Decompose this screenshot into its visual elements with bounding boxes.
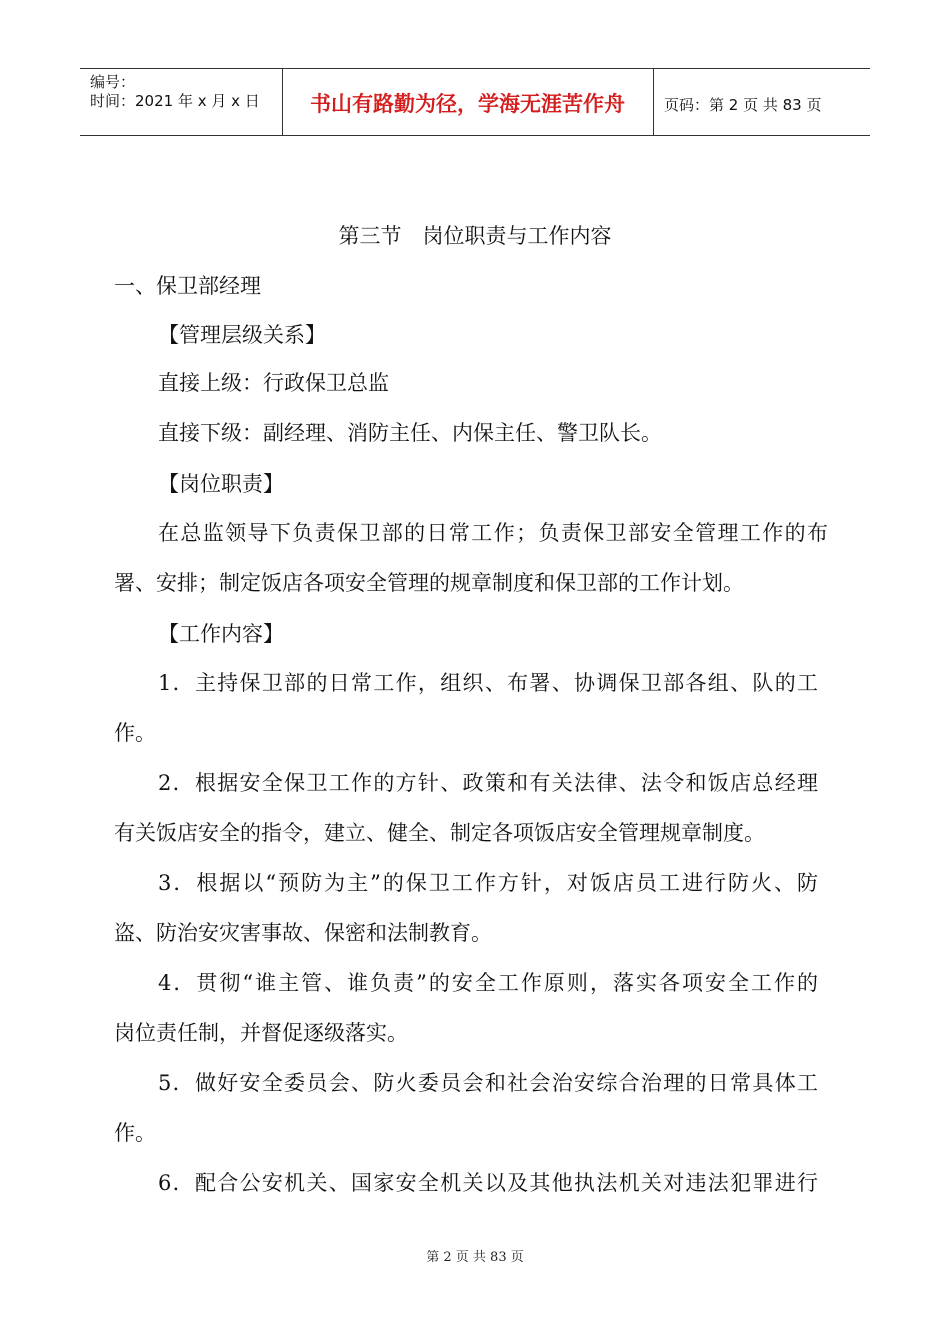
work-item-6: 6．配合公安机关、国家安全机关以及其他执法机关对违法犯罪进行: [158, 1171, 818, 1195]
header-motto: 书山有路勤为径，学海无涯苦作舟: [310, 92, 625, 116]
header-page-info: 页码：第 2 页 共 83 页: [664, 96, 822, 114]
document-number-label: 编号：: [90, 73, 136, 91]
work-item-4: 4．贯彻“谁主管、谁负责”的安全工作原则，落实各项安全工作的: [158, 971, 818, 995]
work-item-4-cont: 岗位责任制，并督促逐级落实。: [114, 1021, 408, 1045]
work-item-1-cont: 作。: [114, 721, 156, 745]
document-date: 时间：2021 年 x 月 x 日: [90, 92, 260, 110]
header-top-rule: [80, 68, 870, 69]
section-title: 第三节 岗位职责与工作内容: [338, 224, 612, 248]
work-content-label: 【工作内容】: [158, 622, 284, 646]
direct-subordinates: 直接下级：副经理、消防主任、内保主任、警卫队长。: [158, 421, 662, 445]
duty-text-line: 在总监领导下负责保卫部的日常工作；负责保卫部安全管理工作的布: [158, 521, 828, 545]
page-footer: 第 2 页 共 83 页: [426, 1250, 524, 1265]
header-bottom-rule: [80, 135, 870, 136]
work-item-3-cont: 盗、防治安灾害事故、保密和法制教育。: [114, 921, 492, 945]
duty-label: 【岗位职责】: [158, 472, 284, 496]
direct-superior: 直接上级：行政保卫总监: [158, 371, 389, 395]
work-item-5: 5．做好安全委员会、防火委员会和社会治安综合治理的日常具体工: [158, 1071, 818, 1095]
work-item-1: 1．主持保卫部的日常工作，组织、布署、协调保卫部各组、队的工: [158, 671, 818, 695]
work-item-2: 2．根据安全保卫工作的方针、政策和有关法律、法令和饭店总经理: [158, 771, 818, 795]
header-divider-right: [653, 68, 654, 135]
duty-text-line: 署、安排；制定饭店各项安全管理的规章制度和保卫部的工作计划。: [114, 571, 744, 595]
work-item-2-cont: 有关饭店安全的指令，建立、健全、制定各项饭店安全管理规章制度。: [114, 821, 765, 845]
mgmt-hierarchy-label: 【管理层级关系】: [158, 323, 326, 347]
work-item-5-cont: 作。: [114, 1121, 156, 1145]
position-heading: 一、保卫部经理: [114, 274, 261, 298]
work-item-3: 3．根据以“预防为主”的保卫工作方针，对饭店员工进行防火、防: [158, 871, 818, 895]
